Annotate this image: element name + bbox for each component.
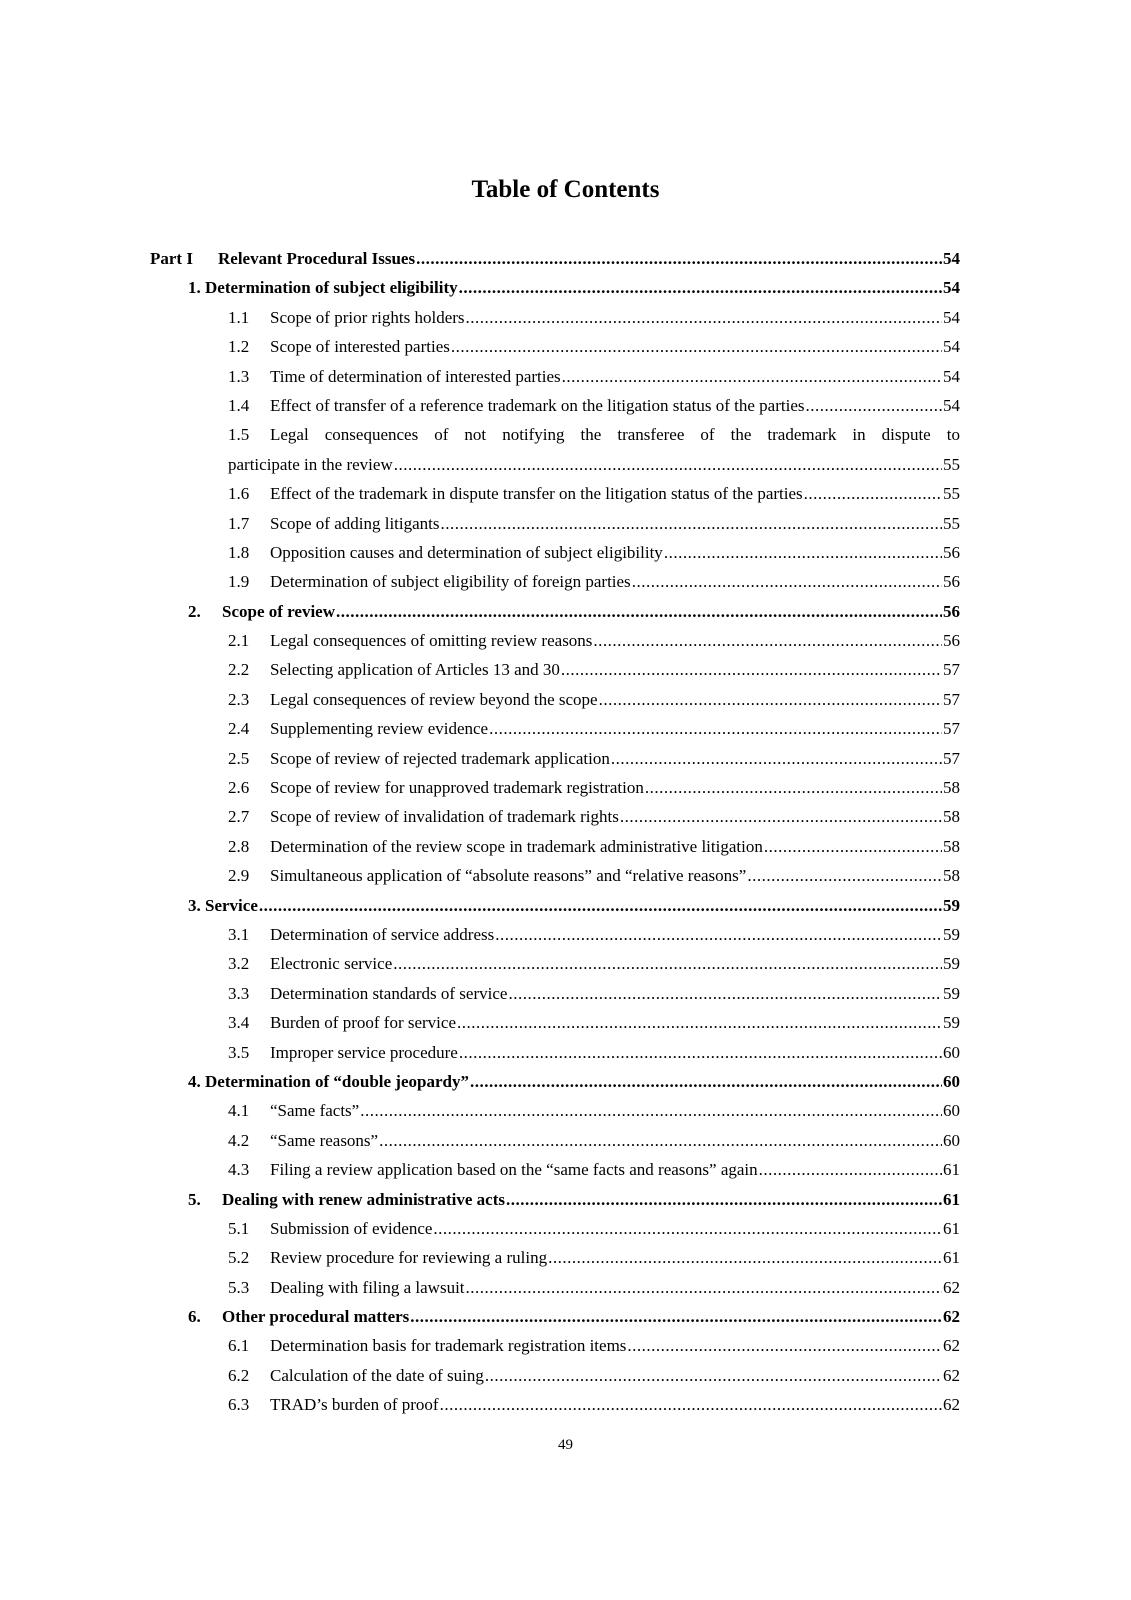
toc-entry-number: 2.5 — [228, 748, 250, 768]
toc-page-number: 58 — [943, 836, 960, 856]
dot-leader — [379, 1126, 942, 1155]
dot-leader — [548, 1243, 942, 1272]
toc-page-number: 57 — [943, 689, 960, 709]
toc-page-number: 55 — [943, 454, 960, 474]
toc-page-number: 60 — [943, 1101, 960, 1121]
toc-entry-number: 1.3 — [228, 366, 250, 386]
toc-entry-number: 3.5 — [228, 1042, 250, 1062]
dot-leader — [620, 802, 942, 831]
toc-entry-label: Scope of prior rights holders — [270, 307, 465, 327]
toc-page-number: 61 — [943, 1248, 960, 1268]
toc-entry-label: Legal consequences of omitting review reasons — [270, 631, 593, 651]
toc-entry-number: 4.3 — [228, 1160, 250, 1180]
toc-entry-number: 1.1 — [228, 307, 250, 327]
toc-page-number: 60 — [943, 1042, 960, 1062]
toc-section-label: 3. Service — [188, 895, 258, 915]
page-title: Table of Contents — [471, 176, 660, 203]
toc-entry-2-3[interactable] — [150, 685, 960, 714]
dot-leader — [259, 891, 942, 920]
toc-entry-1-7[interactable] — [150, 509, 960, 538]
toc-entry-number: 2.9 — [228, 866, 250, 886]
toc-entry-number: 5.2 — [228, 1248, 250, 1268]
dot-leader — [459, 1038, 942, 1067]
toc-entry-label: participate in the review — [228, 454, 393, 474]
toc-entry-number: 5.3 — [228, 1277, 250, 1297]
toc-page-number: 61 — [943, 1218, 960, 1238]
dot-leader — [466, 1273, 942, 1302]
toc-entry-label: Determination of subject eligibility of foreign parties — [270, 572, 631, 592]
toc-entry-label: Selecting application of Articles 13 and 30 — [270, 660, 560, 680]
toc-page-number: 58 — [943, 778, 960, 798]
toc-entry-number: 3.1 — [228, 924, 250, 944]
dot-leader — [599, 685, 942, 714]
toc-entry-number: 2.1 — [228, 631, 250, 651]
toc-section-label: Dealing with renew administrative acts — [222, 1189, 505, 1209]
table-of-contents — [150, 244, 960, 1420]
dot-leader — [508, 979, 942, 1008]
toc-entry-2-2[interactable] — [150, 655, 960, 684]
dot-leader — [466, 303, 942, 332]
toc-entry-5-1[interactable] — [150, 1214, 960, 1243]
toc-entry-1-5-continued[interactable] — [150, 450, 960, 479]
dot-leader — [336, 597, 942, 626]
toc-entry-label: Effect of the trademark in dispute transfer on the litigation status of the parties — [270, 484, 803, 504]
toc-entry-2-8[interactable] — [150, 832, 960, 861]
toc-part-1[interactable] — [150, 244, 960, 273]
toc-entry-1-4[interactable] — [150, 391, 960, 420]
page-number: 49 — [558, 1437, 573, 1453]
dot-leader — [764, 832, 942, 861]
toc-entry-number: 3.2 — [228, 954, 250, 974]
dot-leader — [393, 949, 942, 978]
toc-entry-number: 3.4 — [228, 1013, 250, 1033]
toc-page-number: 61 — [943, 1189, 960, 1209]
toc-entry-1-6[interactable] — [150, 479, 960, 508]
toc-entry-label: Electronic service — [270, 954, 393, 974]
toc-entry-number: 1.5 — [228, 425, 250, 445]
toc-entry-label: Improper service procedure — [270, 1042, 458, 1062]
toc-entry-3-1[interactable] — [150, 920, 960, 949]
toc-page-number: 62 — [943, 1307, 960, 1327]
toc-page-number: 54 — [943, 395, 960, 415]
toc-entry-label: Scope of review of invalidation of trademark rights — [270, 807, 619, 827]
dot-leader — [664, 538, 942, 567]
toc-page-number: 57 — [943, 660, 960, 680]
toc-entry-2-1[interactable] — [150, 626, 960, 655]
toc-page-number: 60 — [943, 1130, 960, 1150]
toc-section-6[interactable] — [150, 1302, 960, 1331]
toc-entry-4-2[interactable] — [150, 1126, 960, 1155]
toc-section-4[interactable] — [150, 1067, 960, 1096]
toc-section-5[interactable] — [150, 1185, 960, 1214]
toc-entry-3-5[interactable] — [150, 1038, 960, 1067]
toc-entry-label: Review procedure for reviewing a ruling — [270, 1248, 548, 1268]
toc-section-number: 5. — [188, 1189, 201, 1209]
toc-section-label: Other procedural matters — [222, 1307, 410, 1327]
toc-entry-number: 5.1 — [228, 1218, 250, 1238]
toc-entry-2-6[interactable] — [150, 773, 960, 802]
toc-section-number: 6. — [188, 1307, 201, 1327]
toc-entry-number: 6.2 — [228, 1365, 250, 1385]
toc-entry-number: 4.2 — [228, 1130, 250, 1150]
toc-section-2[interactable] — [150, 597, 960, 626]
toc-entry-number: 1.9 — [228, 572, 250, 592]
toc-entry-number: 2.6 — [228, 778, 250, 798]
dot-leader — [440, 1390, 942, 1419]
toc-entry-3-3[interactable] — [150, 979, 960, 1008]
toc-section-number: 2. — [188, 601, 201, 621]
toc-entry-label: Dealing with filing a lawsuit — [270, 1277, 465, 1297]
dot-leader — [627, 1331, 942, 1360]
dot-leader — [805, 391, 942, 420]
toc-entry-5-2[interactable] — [150, 1243, 960, 1272]
toc-page-number: 56 — [943, 542, 960, 562]
dot-leader — [562, 362, 942, 391]
dot-leader — [611, 744, 942, 773]
toc-page-number: 58 — [943, 807, 960, 827]
toc-page-number: 62 — [943, 1277, 960, 1297]
toc-entry-label: Scope of review for unapproved trademark registration — [270, 778, 644, 798]
toc-entry-label: Opposition causes and determination of subject eligibility — [270, 542, 663, 562]
toc-entry-number: 1.8 — [228, 542, 250, 562]
dot-leader — [747, 861, 942, 890]
toc-section-label: Scope of review — [222, 601, 335, 621]
toc-page-number: 56 — [943, 601, 960, 621]
dot-leader — [459, 273, 942, 302]
dot-leader — [485, 1361, 942, 1390]
toc-entry-1-1[interactable] — [150, 303, 960, 332]
toc-page-number: 54 — [943, 337, 960, 357]
toc-page-number: 57 — [943, 748, 960, 768]
toc-entry-1-9[interactable] — [150, 567, 960, 596]
toc-entry-number: 6.1 — [228, 1336, 250, 1356]
toc-entry-5-3[interactable] — [150, 1273, 960, 1302]
toc-entry-3-4[interactable] — [150, 1008, 960, 1037]
toc-entry-label: “Same reasons” — [270, 1130, 379, 1150]
dot-leader — [759, 1155, 942, 1184]
toc-page-number: 56 — [943, 572, 960, 592]
toc-part-number: Part I — [150, 249, 193, 268]
dot-leader — [416, 244, 942, 273]
dot-leader — [489, 714, 942, 743]
toc-entry-label: Legal consequences of not notifying the transferee of the trademark in dispute to — [270, 425, 960, 445]
toc-page-number: 58 — [943, 866, 960, 886]
toc-entry-6-3[interactable] — [150, 1390, 960, 1419]
toc-entry-label: Scope of adding litigants — [270, 513, 440, 533]
toc-entry-6-1[interactable] — [150, 1331, 960, 1360]
dot-leader — [441, 509, 942, 538]
toc-page-number: 55 — [943, 484, 960, 504]
toc-entry-number: 1.6 — [228, 484, 250, 504]
toc-entry-label: Determination of service address — [270, 924, 495, 944]
toc-page-number: 59 — [943, 983, 960, 1003]
toc-entry-label: Determination basis for trademark registration items — [270, 1336, 627, 1356]
toc-entry-2-9[interactable] — [150, 861, 960, 890]
dot-leader — [804, 479, 942, 508]
toc-page-number: 59 — [943, 924, 960, 944]
toc-entry-label: Determination standards of service — [270, 983, 508, 1003]
toc-entry-2-7[interactable] — [150, 802, 960, 831]
dot-leader — [632, 567, 942, 596]
dot-leader — [561, 655, 942, 684]
toc-page-number: 62 — [943, 1395, 960, 1415]
toc-entry-number: 2.4 — [228, 719, 250, 739]
dot-leader — [470, 1067, 942, 1096]
toc-page-number: 59 — [943, 895, 960, 915]
toc-part-label: Relevant Procedural Issues — [218, 249, 416, 268]
dot-leader — [645, 773, 942, 802]
toc-entry-label: Supplementing review evidence — [270, 719, 489, 739]
toc-entry-label: Submission of evidence — [270, 1218, 433, 1238]
toc-entry-1-5[interactable] — [150, 420, 960, 449]
toc-entry-label: Scope of review of rejected trademark application — [270, 748, 610, 768]
toc-entry-label: Calculation of the date of suing — [270, 1365, 484, 1385]
toc-page-number: 56 — [943, 631, 960, 651]
toc-section-label: 1. Determination of subject eligibility — [188, 278, 458, 298]
toc-entry-label: Burden of proof for service — [270, 1013, 456, 1033]
toc-entry-number: 1.4 — [228, 395, 250, 415]
toc-entry-label: Determination of the review scope in trademark administrative litigation — [270, 836, 763, 856]
toc-entry-label: Simultaneous application of “absolute reasons” and “relative reasons” — [270, 866, 747, 886]
toc-section-label: 4. Determination of “double jeopardy” — [188, 1071, 469, 1091]
toc-page-number: 54 — [943, 366, 960, 386]
toc-entry-number: 2.8 — [228, 836, 250, 856]
toc-page-number: 55 — [943, 513, 960, 533]
dot-leader — [495, 920, 942, 949]
toc-entry-number: 1.7 — [228, 513, 250, 533]
toc-entry-number: 3.3 — [228, 983, 250, 1003]
dot-leader — [394, 450, 942, 479]
toc-entry-1-8[interactable] — [150, 538, 960, 567]
toc-entry-1-2[interactable] — [150, 332, 960, 361]
toc-entry-1-3[interactable] — [150, 362, 960, 391]
toc-entry-label: Legal consequences of review beyond the scope — [270, 689, 598, 709]
toc-page-number: 60 — [943, 1071, 960, 1091]
toc-entry-label: Time of determination of interested parties — [270, 366, 561, 386]
toc-page-number: 61 — [943, 1160, 960, 1180]
toc-entry-number: 2.7 — [228, 807, 250, 827]
toc-entry-label: TRAD’s burden of proof — [270, 1395, 439, 1415]
toc-entry-4-1[interactable] — [150, 1096, 960, 1125]
toc-section-3[interactable] — [150, 891, 960, 920]
toc-entry-2-4[interactable] — [150, 714, 960, 743]
toc-entry-number: 6.3 — [228, 1395, 250, 1415]
dot-leader — [433, 1214, 942, 1243]
toc-entry-label: Filing a review application based on the “same facts and reasons” again — [270, 1160, 758, 1180]
toc-page-number: 57 — [943, 719, 960, 739]
toc-entry-number: 2.3 — [228, 689, 250, 709]
toc-page-number: 59 — [943, 1013, 960, 1033]
toc-page-number: 62 — [943, 1365, 960, 1385]
dot-leader — [457, 1008, 942, 1037]
toc-entry-number: 2.2 — [228, 660, 250, 680]
dot-leader — [506, 1185, 942, 1214]
toc-page-number: 59 — [943, 954, 960, 974]
toc-entry-label: Effect of transfer of a reference trademark on the litigation status of the parties — [270, 395, 805, 415]
toc-entry-number: 4.1 — [228, 1101, 250, 1121]
toc-entry-6-2[interactable] — [150, 1361, 960, 1390]
dot-leader — [360, 1096, 942, 1125]
toc-entry-3-2[interactable] — [150, 949, 960, 978]
toc-page-number: 62 — [943, 1336, 960, 1356]
dot-leader — [593, 626, 942, 655]
toc-entry-label: “Same facts” — [270, 1101, 360, 1121]
toc-section-1[interactable] — [150, 273, 960, 302]
toc-entry-label: Scope of interested parties — [270, 337, 450, 357]
toc-page-number: 54 — [943, 278, 960, 298]
toc-entry-number: 1.2 — [228, 337, 250, 357]
toc-page-number: 54 — [943, 307, 960, 327]
toc-entry-2-5[interactable] — [150, 744, 960, 773]
toc-entry-4-3[interactable] — [150, 1155, 960, 1184]
dot-leader — [410, 1302, 942, 1331]
dot-leader — [451, 332, 942, 361]
toc-page-number: 54 — [943, 249, 960, 268]
